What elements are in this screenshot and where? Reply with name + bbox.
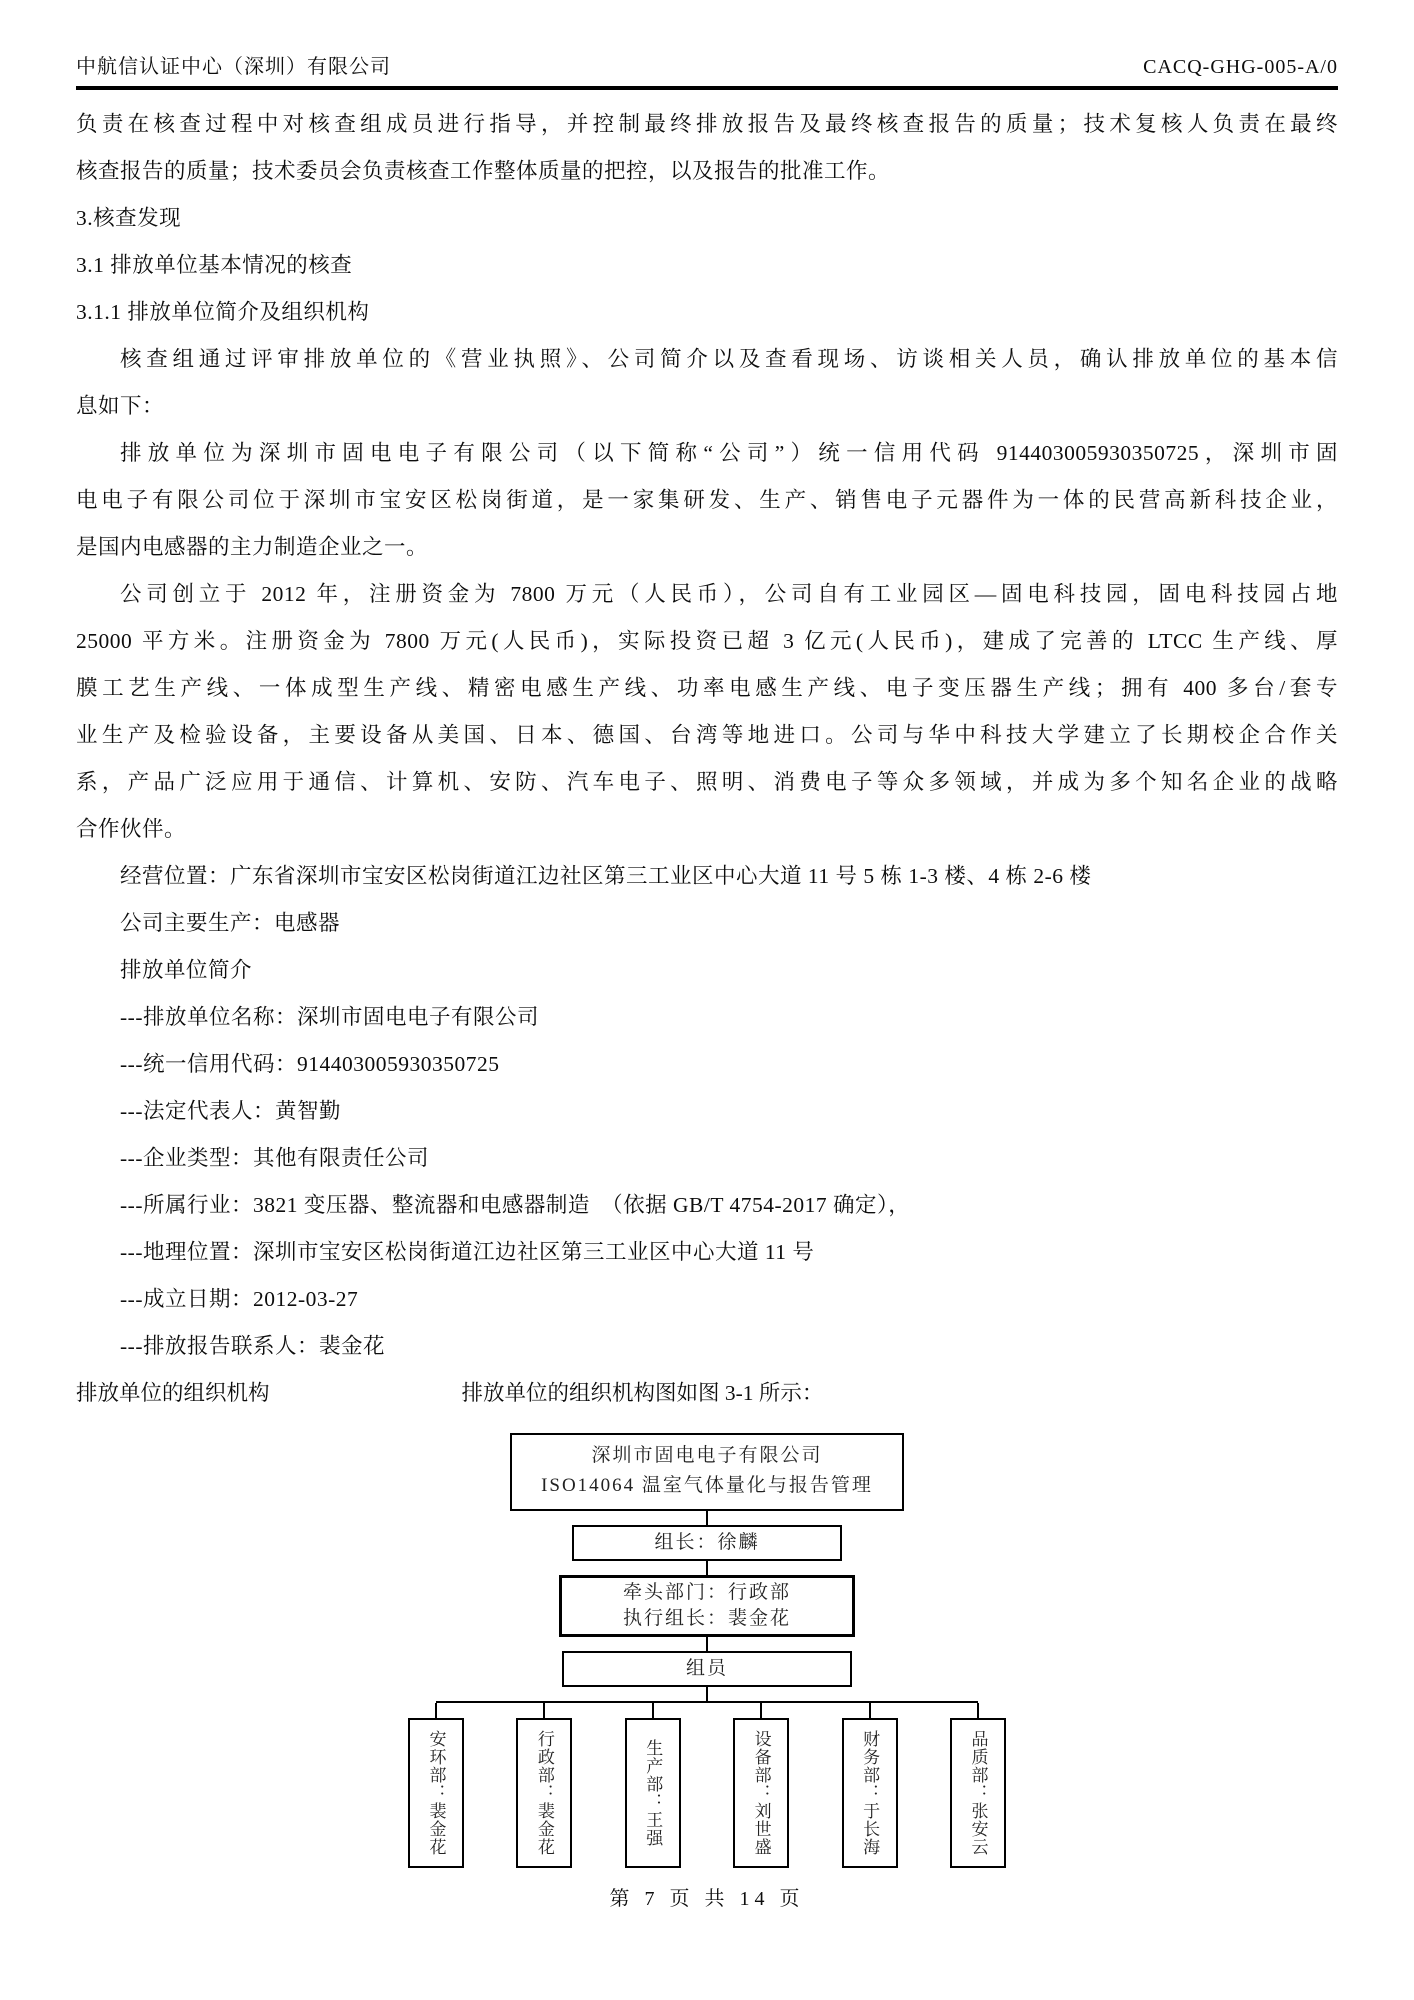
connector-line [706,1687,708,1701]
connector-drop [760,1703,762,1718]
org-root-company: 深圳市固电电子有限公司 [591,1445,823,1466]
org-lead-dept-box [559,1575,855,1637]
body-line: 25000 平方米。注册资金为 7800 万元(人民币)，实际投资已超 3 亿元(人民币)，建成了完善的 LTCC 生产线、厚 [76,629,1338,653]
org-members-box: 组员 [562,1651,852,1687]
body-line: 3.1 排放单位基本情况的核查 [76,253,353,277]
department-wrap [732,1703,790,1868]
body-line: ---所属行业：3821 变压器、整流器和电感器制造 （依据 GB/T 4754-2017 确定）， [120,1193,911,1217]
body-line: 电电子有限公司位于深圳市宝安区松岗街道，是一家集研发、生产、销售电子元器件为一体的民营高新科技企业， [76,488,1338,512]
org-chart-caption-left: 排放单位的组织机构 [76,1381,270,1405]
body-line: 经营位置：广东省深圳市宝安区松岗街道江边社区第三工业区中心大道 11 号 5 栋 1-3 楼、4 栋 2-6 楼 [120,864,1092,888]
department-box: 安环部：裴金花 [408,1718,464,1868]
body-line: 核查报告的质量；技术委员会负责核查工作整体质量的把控，以及报告的批准工作。 [76,159,891,183]
body-line: 业生产及检验设备，主要设备从美国、日本、德国、台湾等地进口。公司与华中科技大学建立了长期校企合作关 [76,723,1338,747]
org-root-subtitle: ISO14064 温室气体量化与报告管理 [541,1475,873,1496]
org-exec-leader: 执行组长：裴金花 [622,1608,791,1629]
body-line: 是国内电感器的主力制造企业之一。 [76,535,429,559]
department-box: 财务部：于长海 [842,1718,898,1868]
department-box: 设备部：刘世盛 [733,1718,789,1868]
body-line: 息如下： [76,394,165,418]
caption-spacer [270,1370,462,1417]
org-chart-root-box [510,1433,904,1511]
body-line: 3.核查发现 [76,206,182,230]
org-chart [76,1433,1338,1868]
body-line: 公司创立于 2012 年，注册资金为 7800 万元（人民币），公司自有工业园区—固电科技园，固电科技园占地 [120,582,1338,606]
org-leader-box: 组长：徐麟 [572,1525,842,1561]
body-line: ---排放报告联系人：裴金花 [120,1334,385,1358]
department-wrap [515,1703,573,1868]
org-lead-dept: 牵头部门：行政部 [622,1582,791,1603]
body-line: 膜工艺生产线、一体成型生产线、精密电感生产线、功率电感生产线、电子变压器生产线；拥有 400 多台/套专 [76,676,1338,700]
connector-line [706,1561,708,1575]
body-line: ---地理位置：深圳市宝安区松岗街道江边社区第三工业区中心大道 11 号 [120,1240,815,1264]
body-line: 排放单位为深圳市固电电子有限公司（以下简称“公司”）统一信用代码 914403005930350725，深圳市固 [120,441,1338,465]
body-line: 核查组通过评审排放单位的《营业执照》、公司简介以及查看现场、访谈相关人员，确认排放单位的基本信 [120,347,1338,371]
connector-line [706,1637,708,1651]
connector-drop [977,1703,979,1718]
header-doc-number: CACQ-GHG-005-A/0 [1143,56,1338,78]
department-wrap [624,1703,682,1868]
body-line: 公司主要生产：电感器 [120,911,341,935]
department-wrap [949,1703,1007,1868]
body-line: ---法定代表人：黄智勤 [120,1099,341,1123]
header-company-name: 中航信认证中心（深圳）有限公司 [76,56,391,78]
department-box: 品质部：张安云 [950,1718,1006,1868]
connector-drop [543,1703,545,1718]
connector-drop [869,1703,871,1718]
body-line: 负责在核查过程中对核查组成员进行指导，并控制最终排放报告及最终核查报告的质量；技术复核人负责在最终 [76,112,1338,136]
connector-drop [435,1703,437,1718]
body-line: 合作伙伴。 [76,817,187,841]
body-line: ---企业类型：其他有限责任公司 [120,1146,429,1170]
org-chart-caption-right: 排放单位的组织机构图如图 3-1 所示： [461,1381,824,1405]
body-line: ---成立日期：2012-03-27 [120,1287,359,1311]
header-rule [76,86,1338,90]
connector-drop [652,1703,654,1718]
body-line: ---排放单位名称：深圳市固电电子有限公司 [120,1005,539,1029]
body-line: 系，产品广泛应用于通信、计算机、安防、汽车电子、照明、消费电子等众多领域，并成为多个知名企业的战略 [76,770,1338,794]
body-line: 3.1.1 排放单位简介及组织机构 [76,300,370,324]
body-line: 排放单位简介 [120,958,253,982]
department-box: 行政部：裴金花 [516,1718,572,1868]
document-header [76,0,1338,79]
body-line: ---统一信用代码：914403005930350725 [120,1052,500,1076]
org-chart-caption-line [76,1370,1338,1417]
department-wrap [407,1703,465,1868]
body-text [76,101,1338,1370]
page-footer: 第 7 页 共 14 页 [609,1888,805,1910]
department-wrap [841,1703,899,1868]
department-row [407,1703,1007,1868]
department-box: 生产部：王强 [625,1718,681,1868]
connector-line [706,1511,708,1525]
